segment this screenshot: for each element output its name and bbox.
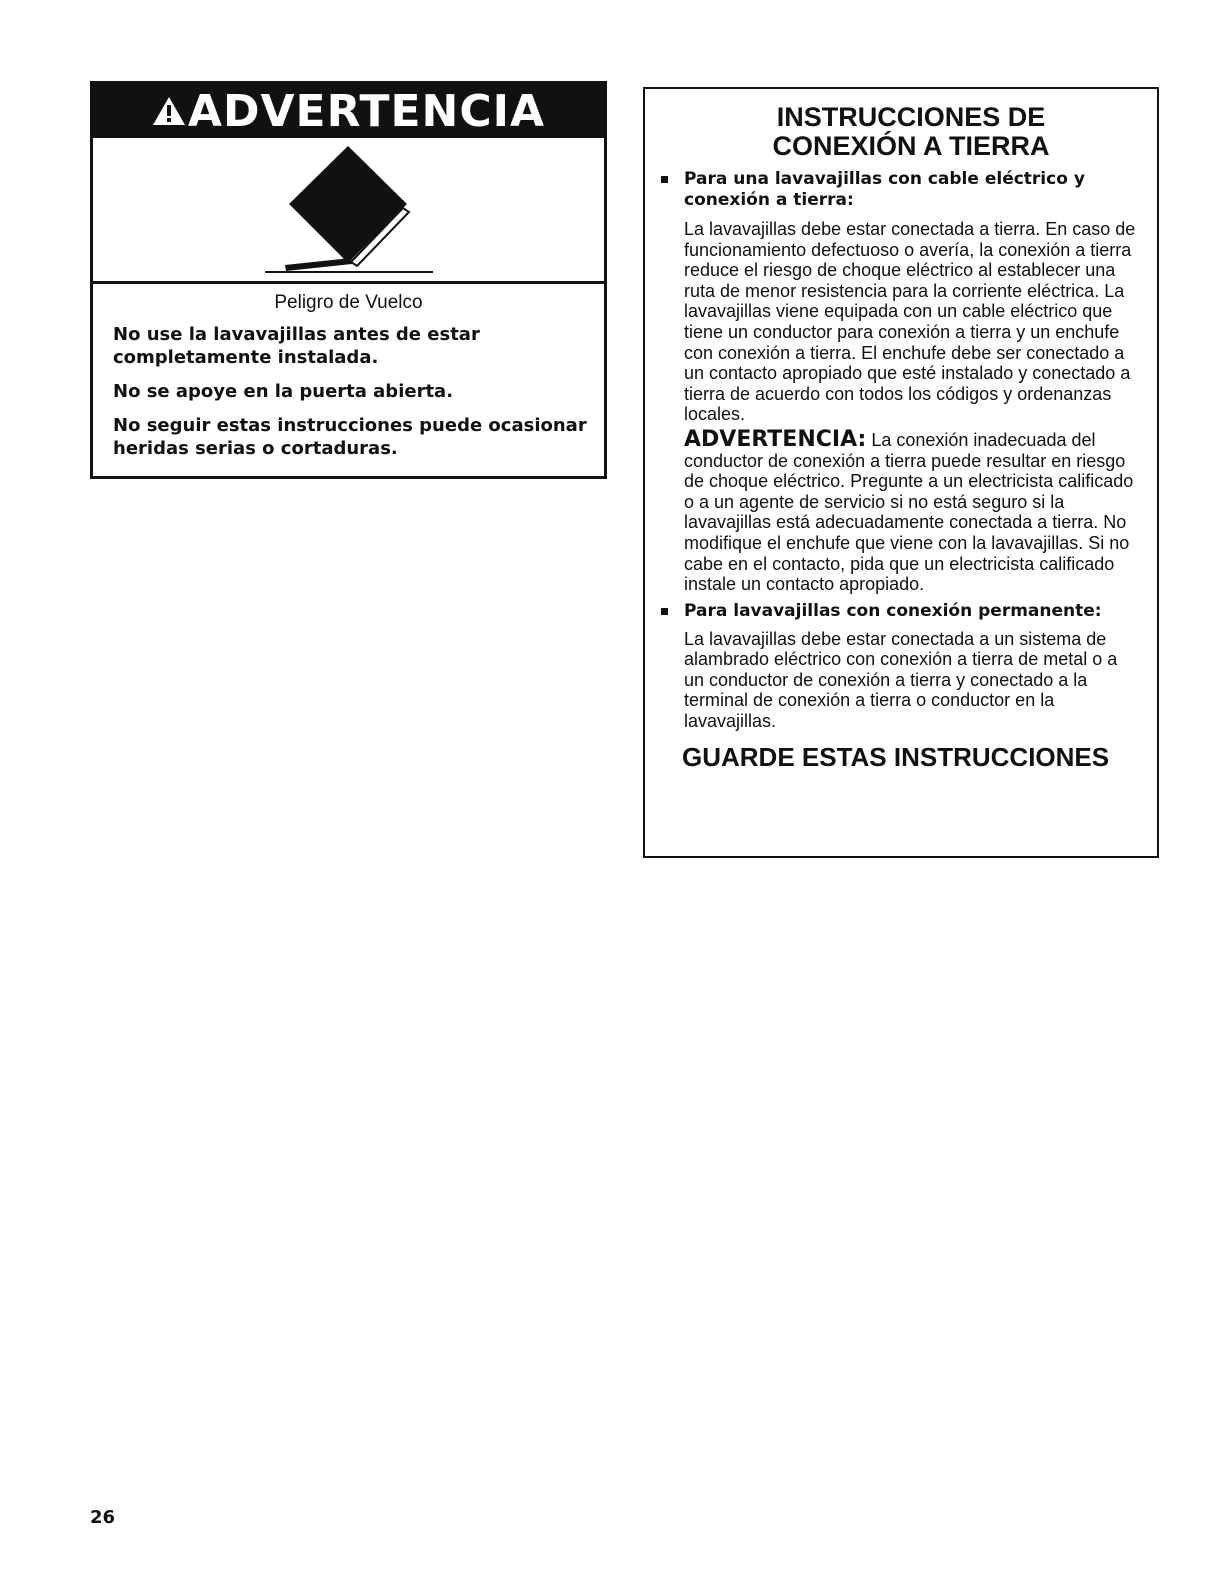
section-heading-text: Para lavavajillas con conexión permanente: bbox=[684, 600, 1102, 621]
grounding-warning-paragraph bbox=[645, 426, 1157, 595]
warning-label: ADVERTENCIA: bbox=[684, 426, 867, 452]
grounding-title bbox=[645, 103, 1157, 161]
section-heading-permanent bbox=[645, 601, 1157, 622]
section-body-corded: La lavavajillas debe estar conectada a tierra. En caso de funcionamiento defectuoso o avería, la conexión a tierra reduce el riesgo de choque eléctrico al establecer una ruta de menor resistencia para la corriente eléctrica. La lavavajillas viene equipada con un cable eléctrico que tiene un conductor para conexión a tierra y un enchufe con conexión a tierra. El enchufe debe ser conectado a un contacto apropiado que esté instalado y conectado a tierra de acuerdo con todos los códigos y ordenanzas locales. bbox=[684, 219, 1136, 425]
section-heading-corded bbox=[645, 169, 1157, 211]
grounding-title-line1: INSTRUCCIONES DE bbox=[776, 102, 1046, 132]
grounding-instructions-box bbox=[643, 87, 1159, 858]
tipping-dishwasher-icon bbox=[93, 138, 604, 284]
bullet-square-icon bbox=[661, 608, 668, 615]
warning-line: No use la lavavajillas antes de estar completamente instalada. bbox=[113, 324, 480, 368]
hazard-title: Peligro de Vuelco bbox=[274, 292, 423, 313]
warning-text: La conexión inadecuada del conductor de conexión a tierra puede resultar en riesgo de choque eléctrico. Pregunte a un electricista calificado o a un agente de servicio si no está seguro si la lavavajillas está adecuadamente conectada a tierra. No modifique el enchufe que viene con la lavavajillas. Si no cabe en el contacto, pida que un electricista calificado instale un contacto apropiado. bbox=[684, 429, 1134, 595]
warning-header-text: ADVERTENCIA bbox=[187, 85, 546, 137]
section-body-permanent: La lavavajillas debe estar conectada a un sistema de alambrado eléctrico con conexión a tierra de metal o a un conductor de conexión a tierra y conectado a la terminal de conexión a tierra o conductor en la lavavajillas. bbox=[684, 628, 1118, 732]
safety-alert-triangle-icon bbox=[152, 95, 186, 127]
page-number: 26 bbox=[90, 1507, 116, 1528]
bullet-square-icon bbox=[661, 176, 668, 183]
warning-header bbox=[93, 84, 604, 138]
warning-line: No se apoye en la puerta abierta. bbox=[113, 381, 454, 402]
save-instructions: GUARDE ESTAS INSTRUCCIONES bbox=[682, 741, 1110, 772]
warning-box bbox=[90, 81, 607, 479]
section-heading-text: Para una lavavajillas con cable eléctrico y conexión a tierra: bbox=[684, 169, 1085, 210]
grounding-title-line2: CONEXIÓN A TIERRA bbox=[772, 131, 1050, 161]
warning-line: No seguir estas instrucciones puede ocasionar heridas serias o cortaduras. bbox=[113, 415, 587, 459]
